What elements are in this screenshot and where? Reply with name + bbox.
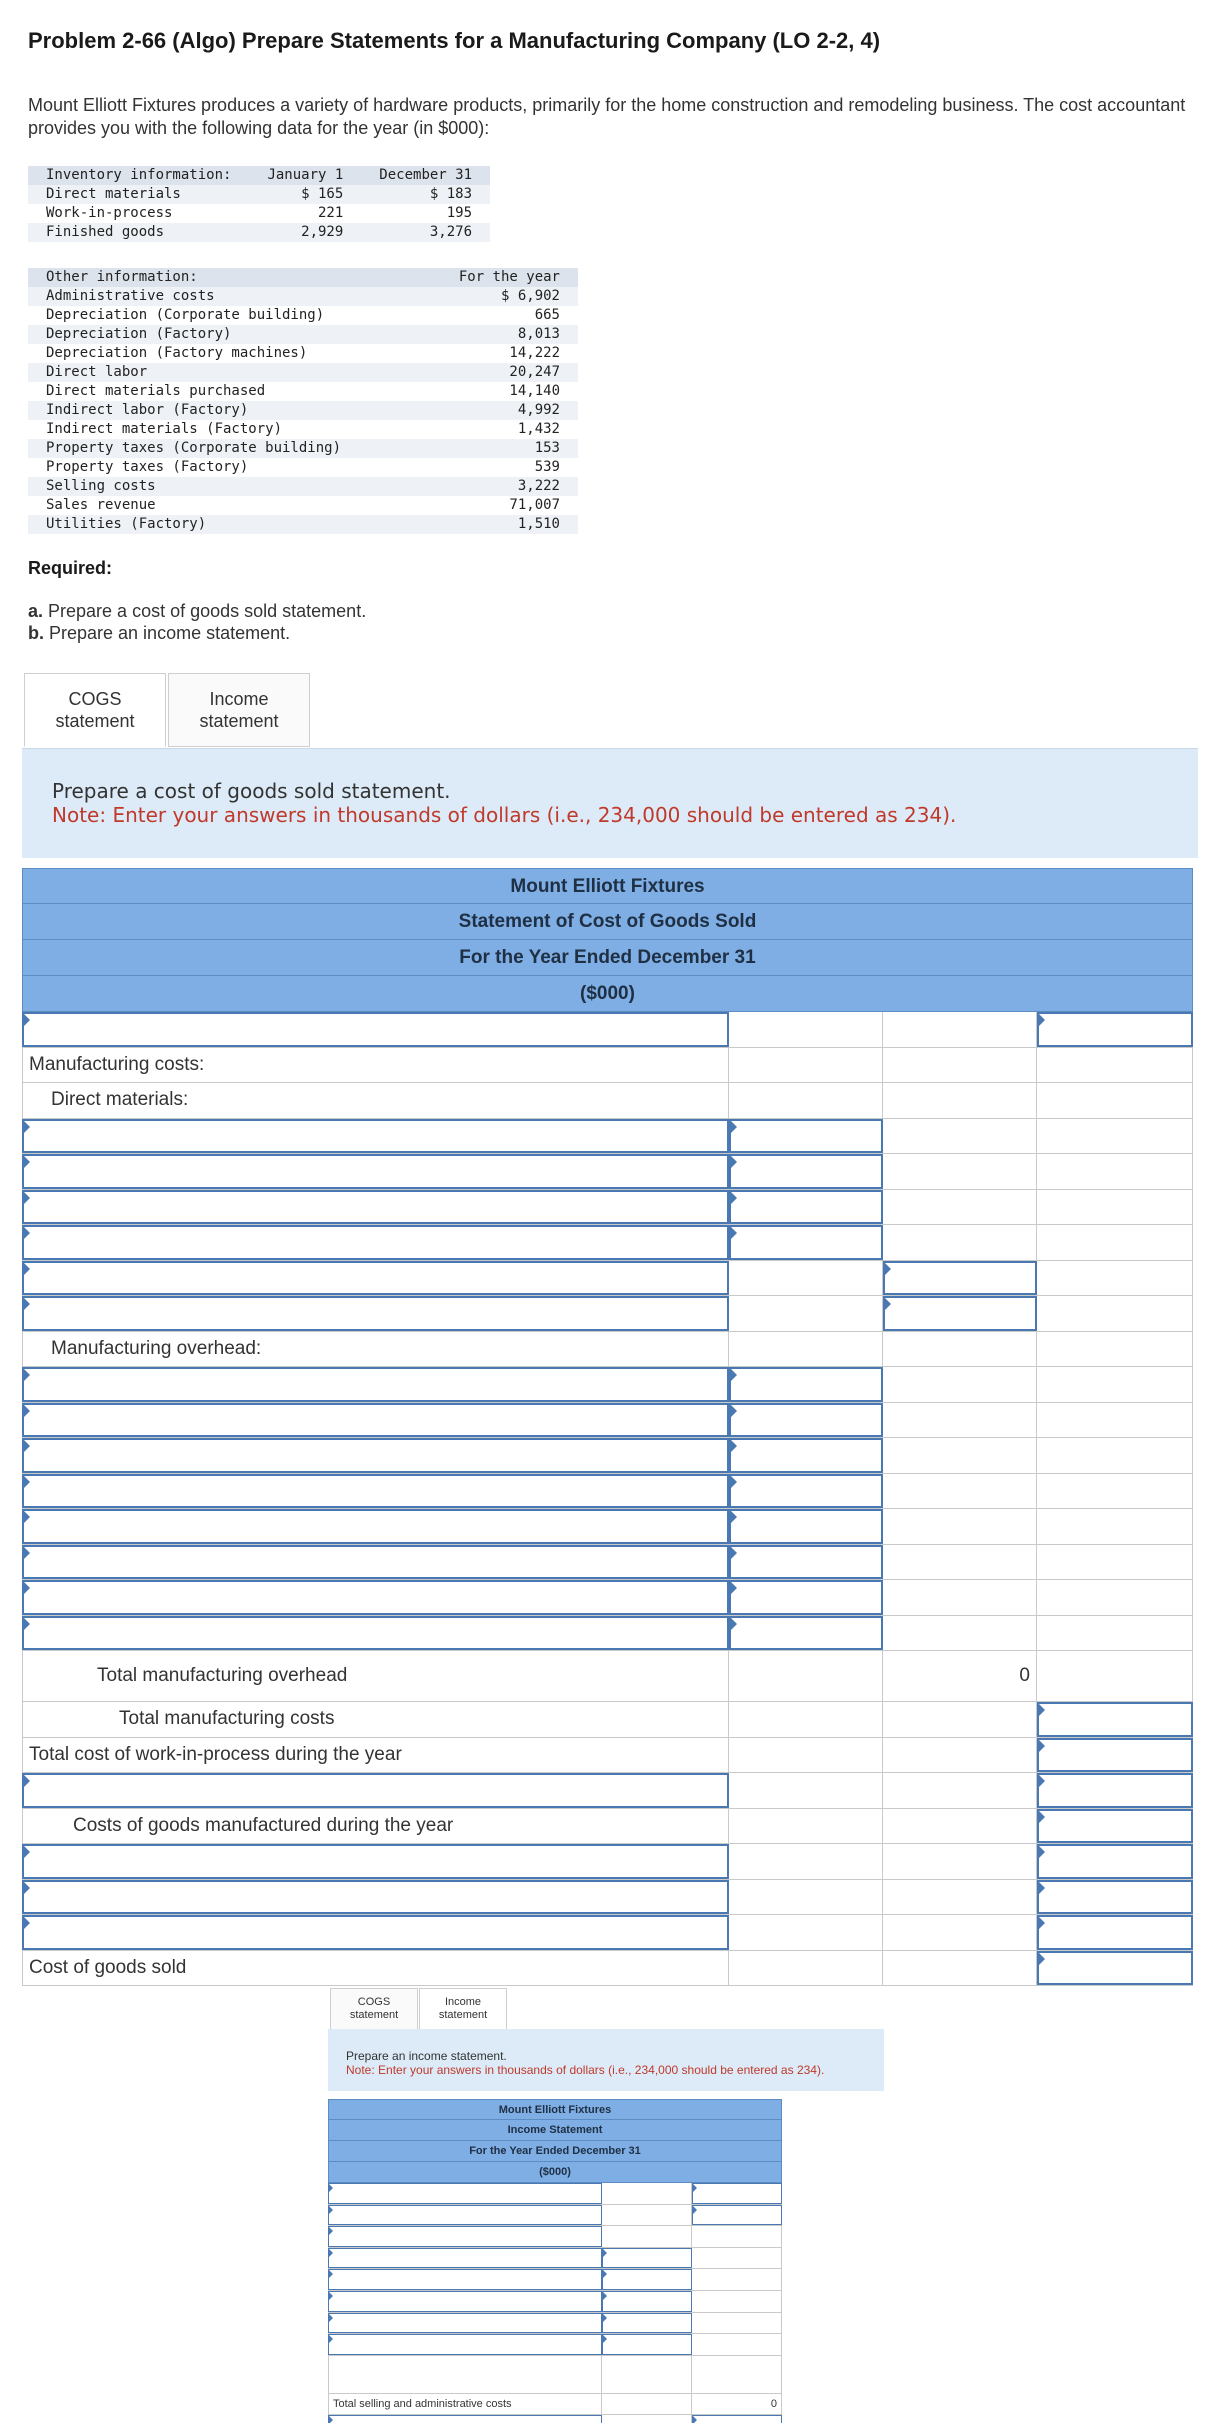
empty-cell xyxy=(729,1738,883,1773)
answer-dropdown[interactable] xyxy=(22,1438,729,1473)
empty-cell xyxy=(602,2415,692,2423)
other-row xyxy=(28,287,578,306)
answer-dropdown[interactable] xyxy=(22,1154,729,1189)
other-header-year: For the year xyxy=(428,268,578,287)
other-row xyxy=(28,344,578,363)
cogs-statement xyxy=(22,868,1193,1986)
cogs-company-name: Mount Elliott Fixtures xyxy=(22,868,1193,904)
income-instruction: Prepare an income statement. xyxy=(346,2049,507,2063)
tab-income-line1: Income xyxy=(209,689,269,709)
empty-cell xyxy=(883,1580,1037,1615)
table-row xyxy=(22,1738,1193,1774)
empty-cell xyxy=(883,1083,1037,1118)
table-row xyxy=(328,2248,782,2270)
table-row xyxy=(22,1844,1193,1880)
cogs-grid xyxy=(22,1012,1193,1986)
page-title: Problem 2-66 (Algo) Prepare Statements for a Manufacturing Company (LO 2-2, 4) xyxy=(28,28,881,53)
required-b-text: Prepare an income statement. xyxy=(44,623,291,643)
other-label: Selling costs xyxy=(28,477,428,496)
answer-dropdown[interactable] xyxy=(22,1012,729,1047)
income-tabs xyxy=(330,1988,508,2030)
other-row xyxy=(28,401,578,420)
answer-dropdown[interactable] xyxy=(22,1545,729,1580)
inventory-table xyxy=(28,166,490,242)
cogs-instruction: Prepare a cost of goods sold statement. xyxy=(52,779,451,803)
inventory-row xyxy=(28,185,490,204)
empty-cell xyxy=(1037,1509,1193,1544)
empty-cell xyxy=(729,1844,883,1879)
empty-cell xyxy=(1037,1261,1193,1296)
other-label: Property taxes (Factory) xyxy=(46,459,249,475)
tab-cogs-line2: statement xyxy=(55,711,135,731)
income-units: ($000) xyxy=(328,2162,782,2183)
answer-dropdown[interactable] xyxy=(22,1773,729,1808)
empty-cell xyxy=(1037,1616,1193,1651)
table-row xyxy=(328,2269,782,2291)
empty-cell xyxy=(883,1951,1037,1986)
answer-input[interactable] xyxy=(883,1296,1037,1331)
cogm-label: Costs of goods manufactured during the year xyxy=(22,1809,729,1844)
empty-cell xyxy=(692,2269,782,2290)
answer-dropdown[interactable] xyxy=(22,1225,729,1260)
answer-input[interactable] xyxy=(602,2313,692,2334)
required-b-label: b. xyxy=(28,623,44,643)
empty-cell xyxy=(883,1012,1037,1047)
answer-input[interactable] xyxy=(729,1190,883,1225)
answer-input[interactable] xyxy=(1037,1809,1193,1844)
tab-cogs-line1: COGS xyxy=(357,1996,391,2008)
empty-cell xyxy=(1037,1474,1193,1509)
direct-materials-label: Direct materials: xyxy=(22,1083,729,1118)
other-value: 14,140 xyxy=(509,383,560,399)
answer-dropdown[interactable] xyxy=(328,2183,602,2204)
tab-income-statement[interactable] xyxy=(168,673,310,747)
empty-cell xyxy=(729,1651,883,1701)
table-row xyxy=(22,1012,1193,1048)
cogs-units: ($000) xyxy=(22,976,1193,1012)
table-row xyxy=(22,1225,1193,1261)
empty-cell xyxy=(1037,1545,1193,1580)
empty-cell xyxy=(729,1048,883,1083)
answer-input[interactable] xyxy=(602,2248,692,2269)
answer-dropdown[interactable] xyxy=(22,1367,729,1402)
empty-cell xyxy=(883,1225,1037,1260)
answer-dropdown[interactable] xyxy=(328,2205,602,2226)
income-note: Note: Enter your answers in thousands of dollars (i.e., 234,000 should be entered as 234). xyxy=(346,2063,825,2077)
answer-input[interactable] xyxy=(692,2205,782,2226)
tab-cogs-line2: statement xyxy=(349,2009,399,2021)
answer-input[interactable] xyxy=(1037,1012,1193,1047)
other-label: Depreciation (Corporate building) xyxy=(46,307,325,323)
other-value: 3,222 xyxy=(428,477,578,496)
answer-dropdown[interactable] xyxy=(22,1616,729,1651)
tab-cogs-line1: COGS xyxy=(68,689,122,709)
table-row xyxy=(22,1809,1193,1845)
empty-cell xyxy=(1037,1403,1193,1438)
tab-cogs-statement-small[interactable] xyxy=(330,1988,418,2030)
table-row xyxy=(22,1915,1193,1951)
empty-cell xyxy=(1037,1119,1193,1154)
table-row xyxy=(328,2313,782,2335)
income-company-name: Mount Elliott Fixtures xyxy=(328,2099,782,2120)
required-b xyxy=(28,623,290,644)
inventory-header-row xyxy=(28,166,490,185)
inventory-label: Finished goods xyxy=(28,223,249,242)
empty-cell xyxy=(692,2248,782,2269)
answer-input[interactable] xyxy=(729,1367,883,1402)
table-row xyxy=(22,1951,1193,1987)
answer-input[interactable] xyxy=(692,2415,782,2423)
table-row xyxy=(22,1296,1193,1332)
required-heading: Required: xyxy=(28,558,113,578)
other-value: 665 xyxy=(534,307,560,323)
other-value: $ 6,902 xyxy=(428,287,578,306)
empty-cell xyxy=(729,1012,883,1047)
inventory-jan-value: $ 165 xyxy=(249,185,361,204)
empty-cell xyxy=(729,1296,883,1331)
empty-cell xyxy=(729,1702,883,1737)
empty-cell xyxy=(1037,1367,1193,1402)
other-row xyxy=(28,363,578,382)
table-row xyxy=(22,1048,1193,1084)
answer-input[interactable] xyxy=(602,2269,692,2290)
inventory-header-dec: December 31 xyxy=(361,166,490,185)
empty-cell xyxy=(729,1951,883,1986)
table-row xyxy=(328,2205,782,2227)
empty-cell xyxy=(1037,1190,1193,1225)
other-label: Property taxes (Corporate building) xyxy=(28,439,428,458)
cogs-period: For the Year Ended December 31 xyxy=(22,940,1193,976)
empty-cell xyxy=(883,1438,1037,1473)
income-statement-name: Income Statement xyxy=(328,2120,782,2141)
answer-dropdown[interactable] xyxy=(22,1915,729,1950)
answer-input[interactable] xyxy=(1037,1915,1193,1950)
table-row xyxy=(22,1474,1193,1510)
empty-cell xyxy=(883,1190,1037,1225)
answer-dropdown[interactable] xyxy=(328,2269,602,2290)
answer-dropdown[interactable] xyxy=(22,1190,729,1225)
required-a-label: a. xyxy=(28,601,44,621)
required-a xyxy=(28,601,366,622)
empty-cell xyxy=(883,1474,1037,1509)
table-row xyxy=(22,1154,1193,1190)
empty-cell xyxy=(883,1154,1037,1189)
table-row xyxy=(22,1367,1193,1403)
empty-cell xyxy=(883,1809,1037,1844)
other-row xyxy=(28,458,578,477)
answer-input[interactable] xyxy=(729,1580,883,1615)
answer-input[interactable] xyxy=(729,1154,883,1189)
table-row xyxy=(22,1438,1193,1474)
answer-input[interactable] xyxy=(602,2334,692,2355)
other-label: Sales revenue xyxy=(46,497,156,513)
empty-cell xyxy=(883,1367,1037,1402)
other-value: 153 xyxy=(428,439,578,458)
cogs-label: Cost of goods sold xyxy=(22,1951,729,1986)
answer-input[interactable] xyxy=(883,1261,1037,1296)
empty-cell xyxy=(602,2183,692,2204)
empty-cell xyxy=(1037,1225,1193,1260)
empty-cell xyxy=(729,1332,883,1367)
empty-cell xyxy=(1037,1296,1193,1331)
other-row xyxy=(28,420,578,439)
other-label: Indirect materials (Factory) xyxy=(46,421,283,437)
table-row xyxy=(22,1403,1193,1439)
tab-income-line2: statement xyxy=(199,711,279,731)
answer-input[interactable] xyxy=(729,1474,883,1509)
empty-cell xyxy=(1037,1438,1193,1473)
other-value: 8,013 xyxy=(428,325,578,344)
answer-input[interactable] xyxy=(692,2183,782,2204)
other-label: Indirect labor (Factory) xyxy=(28,401,428,420)
problem-intro: Mount Elliott Fixtures produces a variety of hardware products, primarily for the home construction and remodeling business. The cost accountant provides you with the following data for the year (in $000): xyxy=(28,95,1186,138)
table-row xyxy=(22,1190,1193,1226)
other-label: Depreciation (Factory) xyxy=(28,325,428,344)
manufacturing-costs-label: Manufacturing costs: xyxy=(22,1048,729,1083)
table-row xyxy=(22,1880,1193,1916)
table-row xyxy=(22,1083,1193,1119)
answer-input[interactable] xyxy=(729,1403,883,1438)
other-label: Depreciation (Factory machines) xyxy=(46,345,308,361)
other-info-table xyxy=(28,268,578,534)
other-row xyxy=(28,382,578,401)
other-value: 20,247 xyxy=(428,363,578,382)
inventory-label: Work-in-process xyxy=(46,205,173,221)
empty-cell xyxy=(883,1844,1037,1879)
empty-cell xyxy=(883,1773,1037,1808)
inventory-row xyxy=(28,223,490,242)
other-label: Direct materials purchased xyxy=(46,383,266,399)
table-row xyxy=(328,2226,782,2248)
table-row xyxy=(328,2334,782,2356)
empty-cell xyxy=(729,1773,883,1808)
inventory-label: Direct materials xyxy=(28,185,249,204)
empty-cell xyxy=(883,1880,1037,1915)
empty-cell xyxy=(729,1261,883,1296)
table-row xyxy=(22,1773,1193,1809)
answer-dropdown[interactable] xyxy=(22,1403,729,1438)
empty-cell xyxy=(729,1809,883,1844)
total-overhead-label: Total manufacturing overhead xyxy=(22,1651,729,1701)
empty-cell xyxy=(1037,1651,1193,1701)
total-sga-value: 0 xyxy=(692,2394,782,2415)
empty-cell xyxy=(883,1738,1037,1773)
empty-cell xyxy=(883,1048,1037,1083)
empty-cell xyxy=(602,2226,692,2247)
answer-dropdown[interactable] xyxy=(328,2248,602,2269)
empty-cell xyxy=(883,1545,1037,1580)
inventory-dec-value: 3,276 xyxy=(361,223,490,242)
answer-dropdown[interactable] xyxy=(22,1474,729,1509)
total-overhead-value: 0 xyxy=(883,1651,1037,1701)
tab-income-statement-small[interactable] xyxy=(419,1988,507,2030)
empty-cell xyxy=(328,2356,602,2393)
answer-input[interactable] xyxy=(602,2291,692,2312)
empty-cell xyxy=(692,2356,782,2393)
cogs-note: Note: Enter your answers in thousands of dollars (i.e., 234,000 should be entered as 234). xyxy=(52,803,957,827)
statement-tabs xyxy=(24,673,312,747)
other-value: 14,222 xyxy=(509,345,560,361)
empty-cell xyxy=(1037,1332,1193,1367)
tab-cogs-statement[interactable] xyxy=(24,673,166,747)
inventory-header-label: Inventory information: xyxy=(28,166,249,185)
table-row xyxy=(22,1616,1193,1652)
answer-input[interactable] xyxy=(1037,1773,1193,1808)
inventory-jan-value: 221 xyxy=(318,205,344,221)
answer-dropdown[interactable] xyxy=(328,2226,602,2247)
other-row xyxy=(28,325,578,344)
table-row xyxy=(22,1261,1193,1297)
empty-cell xyxy=(883,1119,1037,1154)
empty-cell xyxy=(692,2334,782,2355)
other-row xyxy=(28,515,578,534)
other-label: Utilities (Factory) xyxy=(28,515,428,534)
answer-input[interactable] xyxy=(1037,1738,1193,1773)
table-row xyxy=(22,1332,1193,1368)
table-row xyxy=(22,1119,1193,1155)
answer-input[interactable] xyxy=(729,1225,883,1260)
table-row xyxy=(328,2356,782,2394)
empty-cell xyxy=(602,2394,692,2415)
answer-dropdown[interactable] xyxy=(22,1296,729,1331)
empty-cell xyxy=(602,2205,692,2226)
empty-cell xyxy=(883,1702,1037,1737)
income-instruction-box xyxy=(328,2029,884,2091)
answer-dropdown[interactable] xyxy=(22,1119,729,1154)
answer-dropdown[interactable] xyxy=(22,1844,729,1879)
inventory-row xyxy=(28,204,490,223)
answer-dropdown[interactable] xyxy=(22,1261,729,1296)
answer-input[interactable] xyxy=(1037,1844,1193,1879)
other-value: 4,992 xyxy=(428,401,578,420)
empty-cell xyxy=(602,2356,692,2393)
other-row xyxy=(28,306,578,325)
answer-dropdown[interactable] xyxy=(328,2334,602,2355)
empty-cell xyxy=(692,2226,782,2247)
table-row xyxy=(328,2415,782,2423)
answer-dropdown[interactable] xyxy=(328,2291,602,2312)
answer-input[interactable] xyxy=(729,1545,883,1580)
empty-cell xyxy=(1037,1580,1193,1615)
income-statement xyxy=(328,2099,782,2423)
other-header-label: Other information: xyxy=(28,268,428,287)
table-row xyxy=(22,1580,1193,1616)
answer-input[interactable] xyxy=(1037,1702,1193,1737)
other-value: 539 xyxy=(534,459,560,475)
table-row xyxy=(328,2394,782,2416)
empty-cell xyxy=(1037,1083,1193,1118)
empty-cell xyxy=(1037,1048,1193,1083)
answer-dropdown[interactable] xyxy=(328,2313,602,2334)
answer-input[interactable] xyxy=(729,1438,883,1473)
other-value: 71,007 xyxy=(509,497,560,513)
empty-cell xyxy=(883,1332,1037,1367)
answer-dropdown[interactable] xyxy=(328,2415,602,2423)
empty-cell xyxy=(883,1509,1037,1544)
other-row xyxy=(28,439,578,458)
answer-input[interactable] xyxy=(1037,1880,1193,1915)
other-row xyxy=(28,496,578,515)
inventory-dec-value: 195 xyxy=(446,205,473,221)
table-row xyxy=(328,2183,782,2205)
other-label: Direct labor xyxy=(28,363,428,382)
empty-cell xyxy=(883,1915,1037,1950)
required-a-text: Prepare a cost of goods sold statement. xyxy=(43,601,367,621)
other-row xyxy=(28,477,578,496)
empty-cell xyxy=(729,1083,883,1118)
empty-cell xyxy=(1037,1154,1193,1189)
other-label: Administrative costs xyxy=(28,287,428,306)
empty-cell xyxy=(692,2313,782,2334)
other-value: 1,510 xyxy=(428,515,578,534)
manufacturing-overhead-label: Manufacturing overhead: xyxy=(22,1332,729,1367)
cogs-statement-name: Statement of Cost of Goods Sold xyxy=(22,904,1193,940)
other-header-row xyxy=(28,268,578,287)
inventory-dec-value: $ 183 xyxy=(361,185,490,204)
table-row xyxy=(22,1702,1193,1738)
answer-input[interactable] xyxy=(729,1119,883,1154)
empty-cell xyxy=(729,1915,883,1950)
table-row xyxy=(22,1545,1193,1581)
cogs-instruction-box xyxy=(22,748,1198,858)
answer-dropdown[interactable] xyxy=(22,1509,729,1544)
inventory-jan-value: 2,929 xyxy=(249,223,361,242)
table-row xyxy=(22,1651,1193,1702)
empty-cell xyxy=(692,2291,782,2312)
answer-dropdown[interactable] xyxy=(22,1880,729,1915)
other-value: 1,432 xyxy=(517,421,560,437)
total-wip-label: Total cost of work-in-process during the year xyxy=(22,1738,729,1773)
answer-input[interactable] xyxy=(729,1616,883,1651)
empty-cell xyxy=(883,1616,1037,1651)
answer-input[interactable] xyxy=(1037,1951,1193,1986)
total-sga-label: Total selling and administrative costs xyxy=(328,2394,602,2415)
inventory-header-jan: January 1 xyxy=(249,166,361,185)
empty-cell xyxy=(883,1403,1037,1438)
income-period: For the Year Ended December 31 xyxy=(328,2141,782,2162)
table-row xyxy=(328,2291,782,2313)
tab-income-line2: statement xyxy=(438,2009,488,2021)
answer-input[interactable] xyxy=(729,1509,883,1544)
tab-income-line1: Income xyxy=(444,1996,482,2008)
answer-dropdown[interactable] xyxy=(22,1580,729,1615)
total-manufacturing-label: Total manufacturing costs xyxy=(22,1702,729,1737)
empty-cell xyxy=(729,1880,883,1915)
table-row xyxy=(22,1509,1193,1545)
